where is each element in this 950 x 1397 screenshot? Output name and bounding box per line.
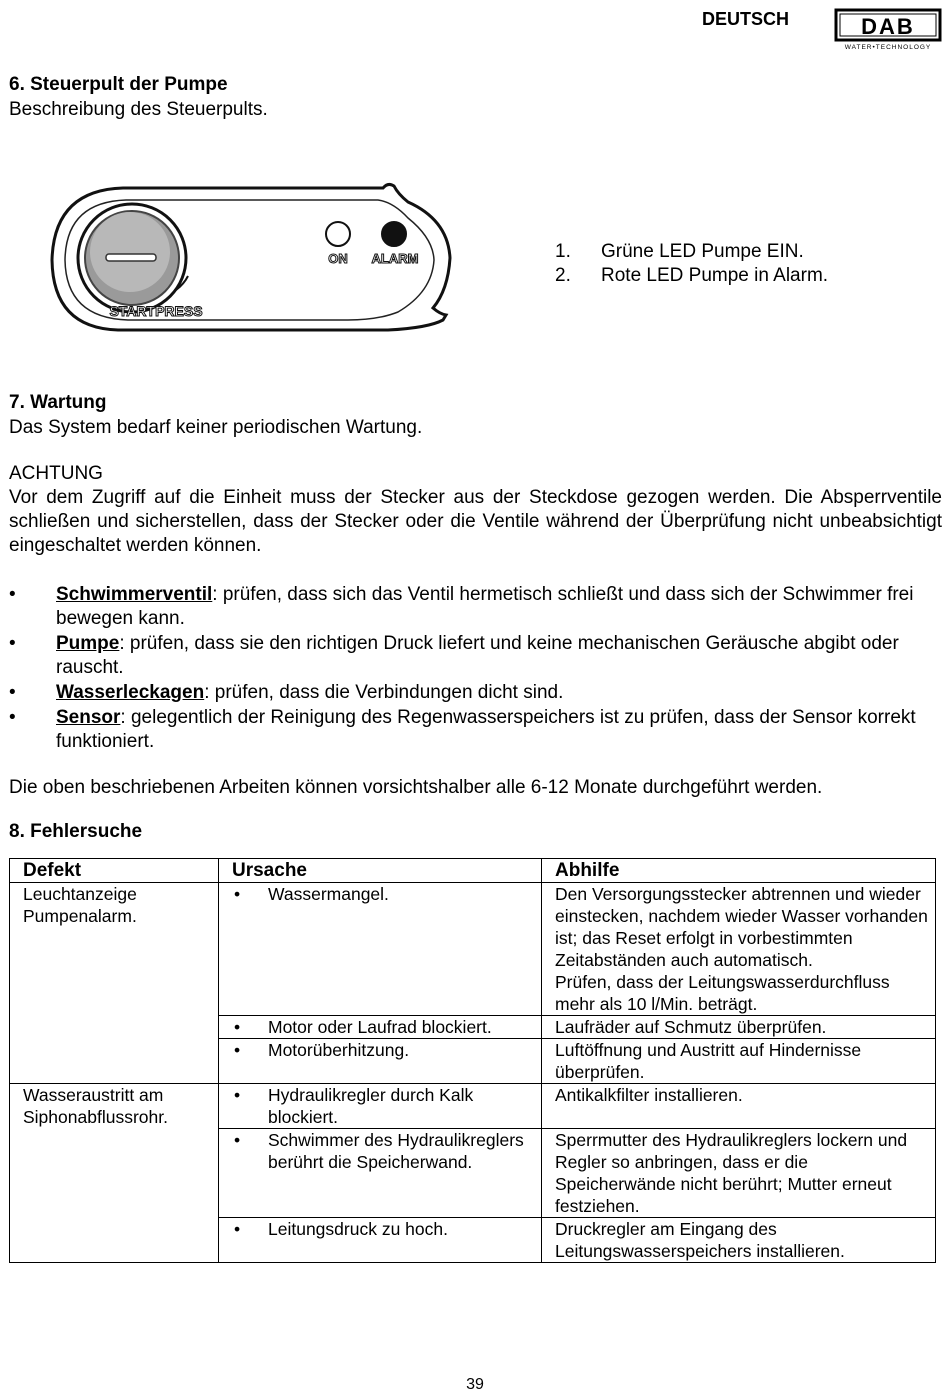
cause-cell	[219, 883, 542, 1016]
alarm-led	[382, 222, 406, 246]
check-text: : prüfen, dass die Verbindungen dicht sind.	[204, 682, 564, 703]
check-text: : gelegentlich der Reinigung des Regenwasserspeichers ist zu prüfen, dass der Sensor korrekt funktioniert.	[56, 707, 916, 752]
cause-text: Schwimmer des Hydraulikreglers berührt die Speicherwand.	[268, 1130, 524, 1172]
check-key: Wasserleckagen	[56, 682, 205, 703]
remedy-cell: Luftöffnung und Austritt auf Hindernisse überprüfen.	[542, 1039, 936, 1084]
bullet-icon: •	[9, 633, 16, 654]
warning-title: ACHTUNG	[9, 463, 103, 484]
on-label: ON	[328, 251, 348, 266]
cause-cell	[219, 1129, 542, 1218]
control-panel-illustration	[48, 180, 468, 340]
led-list	[555, 240, 828, 288]
cause-text: Motor oder Laufrad blockiert.	[268, 1017, 492, 1037]
bullet-icon: •	[234, 884, 241, 904]
led-text: Grüne LED Pumpe EIN.	[601, 241, 804, 262]
check-text: : prüfen, dass sie den richtigen Druck liefert und keine mechanischen Geräusche abgibt oder rauscht.	[56, 633, 899, 678]
cause-cell	[219, 1016, 542, 1039]
remedy-text: Prüfen, dass der Leitungswasserdurchfluss mehr als 10 l/Min. beträgt.	[555, 972, 890, 1014]
maintenance-checks	[9, 583, 934, 755]
page-number: 39	[466, 1376, 484, 1393]
table-row	[10, 1084, 936, 1129]
check-key: Sensor	[56, 707, 121, 728]
list-item	[9, 583, 934, 631]
section7-intro: Das System bedarf keiner periodischen Wartung.	[9, 417, 423, 438]
warning-text: Vor dem Zugriff auf die Einheit muss der Stecker aus der Steckdose gezogen werden. Die Absperrventile schließen und sicherstellen, dass der Stecker oder die Ventile während der Überprüfung nicht unbeabsichtigt eingeschaltet werden können.	[9, 487, 942, 556]
cause-cell	[219, 1039, 542, 1084]
table-row	[10, 883, 936, 1016]
section8-title: 8. Fehlersuche	[9, 821, 143, 842]
cause-text: Wassermangel.	[268, 884, 389, 904]
remedy-cell: Druckregler am Eingang des Leitungswasserspeichers installieren.	[542, 1218, 936, 1263]
cause-text: Hydraulikregler durch Kalk blockiert.	[268, 1085, 474, 1127]
alarm-label: ALARM	[371, 251, 419, 266]
remedy-cell: Antikalkfilter installieren.	[542, 1084, 936, 1129]
bullet-icon: •	[234, 1219, 241, 1239]
defect-cell: Wasseraustritt am Siphonabflussrohr.	[10, 1084, 219, 1263]
cause-text: Motorüberhitzung.	[268, 1040, 410, 1060]
bullet-icon: •	[9, 707, 16, 728]
language-label: DEUTSCH	[702, 9, 790, 29]
maintenance-note: Die oben beschriebenen Arbeiten können vorsichtshalber alle 6-12 Monate durchgeführt werden.	[9, 777, 823, 798]
led-text: Rote LED Pumpe in Alarm.	[601, 265, 829, 286]
bullet-icon: •	[234, 1130, 241, 1150]
cause-cell	[219, 1084, 542, 1129]
header-remedy: Abhilfe	[542, 859, 936, 883]
dab-logo	[834, 8, 942, 52]
troubleshooting-table	[9, 858, 936, 1263]
list-item	[555, 264, 828, 288]
list-item	[555, 240, 828, 264]
check-key: Pumpe	[56, 633, 120, 654]
bullet-icon: •	[234, 1040, 241, 1060]
led-number: 2.	[555, 265, 571, 286]
list-item	[9, 632, 934, 680]
bullet-icon: •	[234, 1017, 241, 1037]
table-header-row	[10, 859, 936, 883]
remedy-cell: Sperrmutter des Hydraulikreglers lockern und Regler so anbringen, dass er die Speicherwände nicht berührt; Mutter erneut festziehen.	[542, 1129, 936, 1218]
section6-title: 6. Steuerpult der Pumpe	[9, 74, 228, 95]
list-item	[9, 681, 934, 705]
start-press-label: STARTPRESS	[109, 303, 203, 319]
remedy-cell: Laufräder auf Schmutz überprüfen.	[542, 1016, 936, 1039]
logo-text: DAB	[861, 14, 915, 39]
header-defect: Defekt	[10, 859, 219, 883]
defect-cell: Leuchtanzeige Pumpenalarm.	[10, 883, 219, 1084]
logo-tagline: WATER•TECHNOLOGY	[844, 44, 932, 51]
section7-title: 7. Wartung	[9, 392, 107, 413]
remedy-cell	[542, 883, 936, 1016]
on-led	[326, 222, 350, 246]
bullet-icon: •	[9, 682, 16, 703]
section6-subtitle: Beschreibung des Steuerpults.	[9, 99, 268, 120]
bullet-icon: •	[234, 1085, 241, 1105]
check-key: Schwimmerventil	[56, 584, 213, 605]
bullet-icon: •	[9, 584, 16, 605]
remedy-text: Den Versorgungsstecker abtrennen und wieder einstecken, nachdem wieder Wasser vorhanden ist; das Reset erfolgt in vorbestimmten Zeitabständen auch automatisch.	[555, 884, 928, 970]
check-text: : prüfen, dass sich das Ventil hermetisch schließt und dass sich der Schwimmer frei bewegen kann.	[56, 584, 914, 629]
list-item	[9, 706, 934, 754]
led-number: 1.	[555, 241, 571, 262]
cause-cell	[219, 1218, 542, 1263]
cause-text: Leitungsdruck zu hoch.	[268, 1219, 448, 1239]
header-cause: Ursache	[219, 859, 542, 883]
